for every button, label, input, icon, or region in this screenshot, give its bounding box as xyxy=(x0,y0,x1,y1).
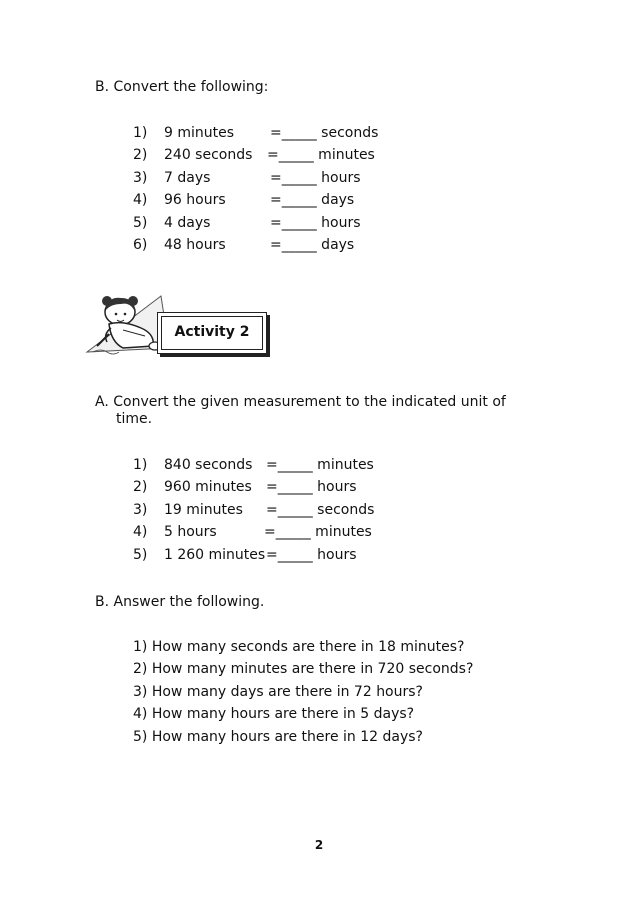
item-number: 1) xyxy=(133,125,148,141)
activity-label: Activity 2 xyxy=(174,324,250,340)
item-quantity: 48 hours xyxy=(164,237,226,253)
item-number: 2) xyxy=(133,147,148,163)
item-answer-blank: =_____ hours xyxy=(266,479,357,495)
section-b-heading: B. Convert the following: xyxy=(95,79,269,95)
item-answer-blank: =_____ minutes xyxy=(266,457,374,473)
item-number: 3) xyxy=(133,170,148,186)
section-a-heading-line1: A. Convert the given measurement to the indicated unit of xyxy=(95,394,506,410)
item-quantity: 7 days xyxy=(164,170,211,186)
item-quantity: 1 260 minutes xyxy=(164,547,266,563)
item-number: 6) xyxy=(133,237,148,253)
question-item: 3) How many days are there in 72 hours? xyxy=(133,684,423,700)
section-b2-heading: B. Answer the following. xyxy=(95,594,265,610)
item-number: 3) xyxy=(133,502,148,518)
item-answer-blank: =_____ seconds xyxy=(266,502,375,518)
section-a-heading-line2: time. xyxy=(116,411,153,427)
list-item xyxy=(0,547,638,567)
list-item xyxy=(0,147,638,167)
list-item xyxy=(0,237,638,257)
question-item: 2) How many minutes are there in 720 seconds? xyxy=(133,661,474,677)
item-number: 5) xyxy=(133,215,148,231)
item-quantity: 5 hours xyxy=(164,524,217,540)
list-item xyxy=(0,457,638,477)
list-item xyxy=(0,524,638,544)
item-quantity: 960 minutes xyxy=(164,479,252,495)
list-item xyxy=(0,192,638,212)
list-item xyxy=(0,479,638,499)
item-answer-blank: =_____ hours xyxy=(270,215,361,231)
question-item: 5) How many hours are there in 12 days? xyxy=(133,729,423,745)
item-quantity: 840 seconds xyxy=(164,457,253,473)
item-answer-blank: =_____ hours xyxy=(270,170,361,186)
item-answer-blank: =_____ days xyxy=(270,237,355,253)
item-quantity: 240 seconds xyxy=(164,147,253,163)
list-item xyxy=(0,125,638,145)
list-item xyxy=(0,170,638,190)
item-number: 4) xyxy=(133,192,148,208)
item-answer-blank: =_____ minutes xyxy=(264,524,372,540)
list-item xyxy=(0,215,638,235)
item-answer-blank: =_____ hours xyxy=(266,547,357,563)
item-quantity: 9 minutes xyxy=(164,125,235,141)
question-item: 4) How many hours are there in 5 days? xyxy=(133,706,415,722)
item-number: 5) xyxy=(133,547,148,563)
question-item: 1) How many seconds are there in 18 minutes? xyxy=(133,639,465,655)
item-quantity: 96 hours xyxy=(164,192,226,208)
page-number: 2 xyxy=(314,838,324,852)
item-answer-blank: =_____ days xyxy=(270,192,355,208)
item-quantity: 4 days xyxy=(164,215,211,231)
list-item xyxy=(0,502,638,522)
item-number: 4) xyxy=(133,524,148,540)
item-number: 2) xyxy=(133,479,148,495)
item-quantity: 19 minutes xyxy=(164,502,243,518)
item-answer-blank: =_____ minutes xyxy=(267,147,375,163)
item-answer-blank: =_____ seconds xyxy=(270,125,379,141)
activity-badge xyxy=(157,312,267,354)
item-number: 1) xyxy=(133,457,148,473)
